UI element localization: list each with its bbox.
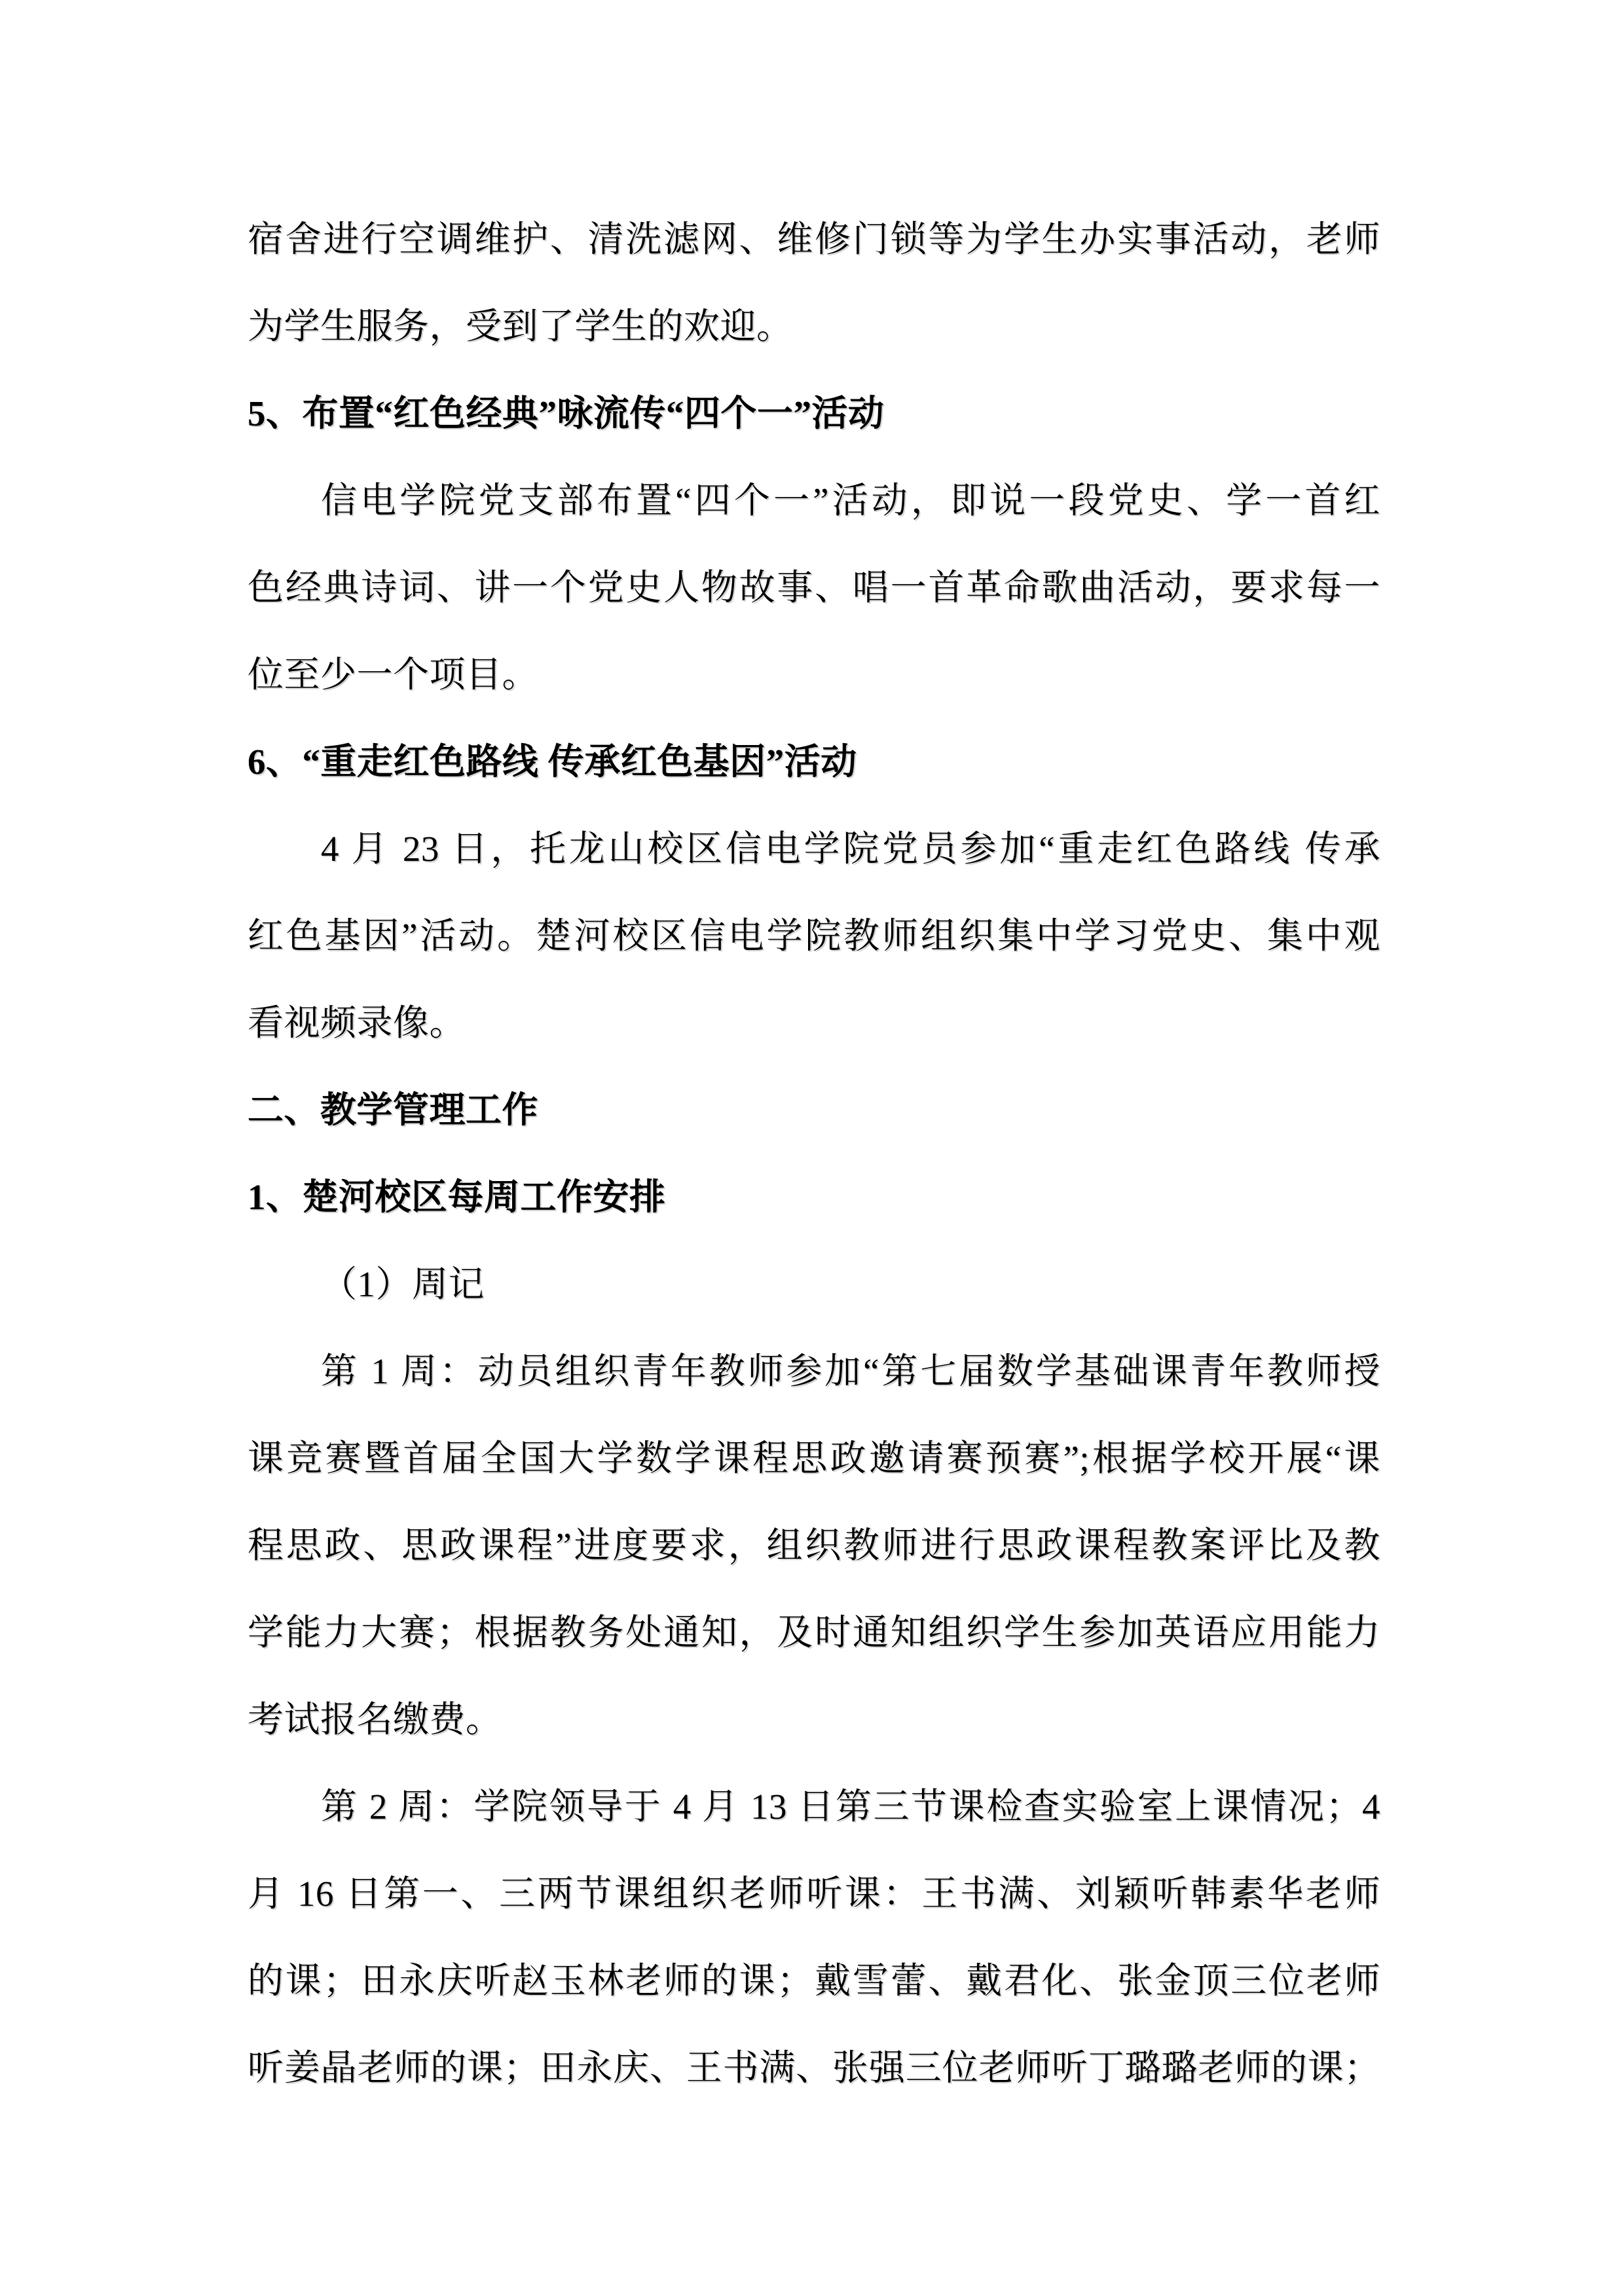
heading-part-2: 二、教学管理工作 [248,1090,539,1130]
text-line: 课竞赛暨首届全国大学数学课程思政邀请赛预赛”;根据学校开展“课 [248,1438,1380,1478]
text-line: 月 16 日第一、三两节课组织老师听课：王书满、刘颖听韩素华老师 [248,1874,1380,1914]
text-line: 为学生服务，受到了学生的欢迎。 [248,306,793,346]
text-line: 听姜晶老师的课；田永庆、王书满、张强三位老师听丁璐璐老师的课； [248,2048,1380,2088]
text-line: 色经典诗词、讲一个党史人物故事、唱一首革命歌曲活动，要求每一 [248,568,1380,608]
subheading-weekly-notes: （1）周记 [321,1264,485,1304]
text-line: 4 月 23 日，托龙山校区信电学院党员参加“重走红色路线 传承 [321,829,1380,869]
text-line: 第 1 周：动员组织青年教师参加“第七届数学基础课青年教师授 [321,1351,1380,1391]
document-body [248,196,1380,2111]
text-line: 位至少一个项目。 [248,655,539,695]
text-line: 的课；田永庆听赵玉林老师的课；戴雪蕾、戴君化、张金顶三位老师 [248,1961,1380,2001]
text-line: 第 2 周：学院领导于 4 月 13 日第三节课检查实验室上课情况；4 [321,1787,1380,1827]
heading-section-5: 5、布置“红色经典”咏流传“四个一”活动 [248,393,885,433]
text-line: 红色基因”活动。楚河校区信电学院教师组织集中学习党史、集中观 [248,916,1380,956]
text-line: 程思政、思政课程”进度要求，组织教师进行思政课程教案评比及教 [248,1525,1380,1565]
heading-section-1: 1、楚河校区每周工作安排 [248,1177,666,1217]
text-line: 学能力大赛；根据教务处通知，及时通知组织学生参加英语应用能力 [248,1613,1380,1652]
heading-section-6: 6、“重走红色路线 传承红色基因”活动 [248,742,857,782]
text-line: 看视频录像。 [248,1003,466,1043]
text-line: 信电学院党支部布置“四个一”活动，即说一段党史、学一首红 [321,481,1380,520]
text-line: 考试报名缴费。 [248,1700,502,1740]
text-line: 宿舍进行空调维护、清洗滤网、维修门锁等为学生办实事活动，老师 [248,219,1380,259]
